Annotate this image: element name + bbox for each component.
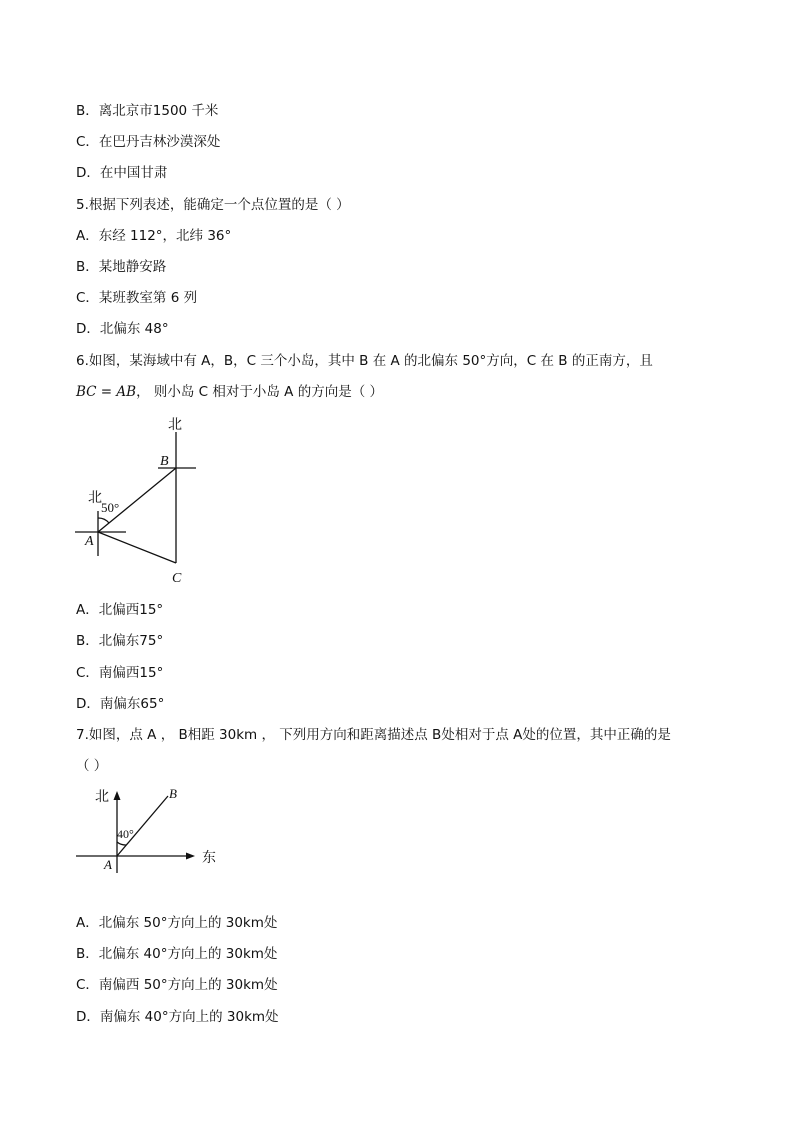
q7-option-d: D．南偏东 40°方向上的 30km处: [76, 1009, 279, 1025]
q7-label-a: A: [104, 857, 112, 872]
q7-label-east: 东: [202, 851, 216, 866]
q4-option-d: D．在中国甘肃: [76, 165, 168, 181]
q6-option-d: D．南偏东65°: [76, 696, 165, 712]
q6-math-bc-ab: BC = AB: [76, 384, 137, 400]
q6-stem-line1: 6.如图，某海域中有 A，B，C 三个小岛，其中 B 在 A 的北偏东 50°方向，C 在 B 的正南方，且: [76, 353, 653, 369]
q7-label-angle: 40°: [117, 827, 134, 841]
q6-label-angle: 50°: [101, 500, 120, 515]
q7-segment-ab: [117, 796, 168, 856]
q7-stem-line1: 7.如图，点 A ， B相距 30km ， 下列用方向和距离描述点 B处相对于点 A处的位置，其中正确的是: [76, 727, 671, 743]
q7-east-arrow-icon: [186, 853, 195, 860]
q6-label-b: B: [160, 454, 169, 469]
q6-option-c: C．南偏西15°: [76, 665, 164, 681]
q5-option-c: C．某班教室第 6 列: [76, 290, 198, 306]
q6-label-c: C: [172, 571, 182, 586]
q7-angle-arc: [117, 842, 126, 845]
q5-option-d: D．北偏东 48°: [76, 321, 169, 337]
q4-option-b: B．离北京市1500 千米: [76, 103, 219, 119]
q7-option-c: C．南偏西 50°方向上的 30km处: [76, 977, 278, 993]
q6-option-a: A．北偏西15°: [76, 602, 164, 618]
q7-north-arrow-icon: [114, 791, 121, 800]
q7-label-b: B: [169, 786, 177, 801]
q6-label-a: A: [85, 534, 94, 549]
q7-option-b: B．北偏东 40°方向上的 30km处: [76, 946, 278, 962]
q7-option-a: A．北偏东 50°方向上的 30km处: [76, 915, 278, 931]
q6-label-north-left: 北: [88, 491, 102, 506]
q5-stem: 5.根据下列表述，能确定一个点位置的是（ ）: [76, 197, 350, 213]
q6-option-b: B．北偏东75°: [76, 633, 164, 649]
q5-option-b: B．某地静安路: [76, 259, 167, 275]
q6-stem-rest: ， 则小岛 C 相对于小岛 A 的方向是（ ）: [136, 384, 383, 400]
q7-label-north: 北: [95, 790, 109, 805]
q6-label-north-top: 北: [168, 418, 182, 433]
q4-option-c: C．在巴丹吉林沙漠深处: [76, 134, 221, 150]
q5-option-a: A．东经 112°，北纬 36°: [76, 228, 232, 244]
q7-stem-line2: （ ）: [76, 758, 108, 774]
